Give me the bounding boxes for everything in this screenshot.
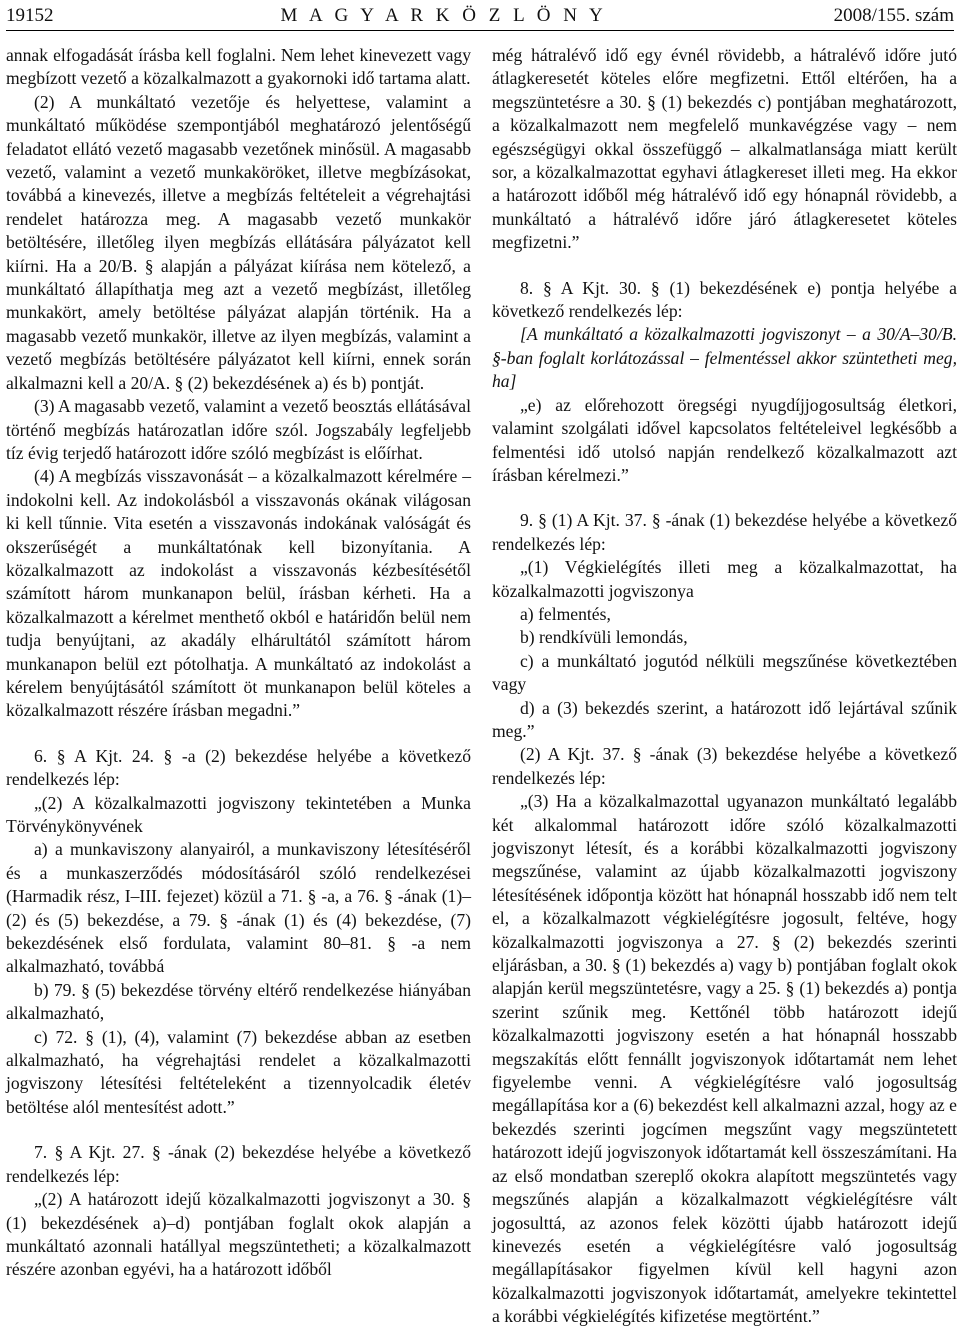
paragraph: „(1) Végkielégítés illeti meg a közalkalmazottat, ha közalkalmazotti jogviszonya xyxy=(492,557,957,601)
section-heading: 8. § A Kjt. 30. § (1) bekezdésének e) pontja helyébe a következő rendelkezés lép: xyxy=(492,277,957,322)
paragraph: „(3) Ha a közalkalmazottal ugyanazon munkáltató legalább két alkalommal határozott időre szóló közalkalmazotti jogviszonyt létesít, és a korábbi közalkalmazotti jogviszony megszűnése, valamint az újabb közalkalmazotti jogviszony létesítésének időpontja között hat hónapnál hosszabb idő nem telt el, a közalkalmazott végkielégítésre jogosult, feltéve, hogy közalkalmazotti jogviszonya a 27. § (2) bekezdés szerinti eljárásban, a 30. § (1) bekezdés a) vagy b) pontjában foglalt okok alapján kerül megszüntetésre, vagy a 25. § (1) bekezdés a) pontja szerint szűnik meg. Kettőnél több határozott idejű közalkalmazotti jogviszony esetén a hat hónapnál hosszabb megszakítás előtt fennállt jogviszonyok időtartamát nem lehet figyelembe venni. A végkielégítésre való jogosultság megállapítása kor a (6) bekezdést kell alkalmazni azzal, hogy az e bekezdés szerinti jogcímen megszűnt vagy megszüntetett határozott idejű jogviszonyok időtartamát kell összeszámítani. Ha az első mondatban szereplő okokra alapított megszüntetés vagy megszűnés alapján a közalkalmazott végkielégítésre vált jogosulttá, az azonos felek közötti újabb határozott idejű kinevezés esetén a végkielégítésre való jogosultság megállapításakor figyelmen kívül kell hagyni azon közalkalmazotti jogviszonyok időtartamát, amelyekre tekintettel a korábbi végkielégítés kifizetése megtörtént.” xyxy=(492,791,957,1327)
list-item: c) a munkáltató jogutód nélküli megszűnése következtében vagy xyxy=(492,650,957,695)
list-item: a) felmentés, xyxy=(520,603,611,624)
list-item: a) a munkaviszony alanyairól, a munkaviszony létesítéséről és a munkaszerződés módosításáról szóló rendelkezései (Harmadik rész, I–III. fejezet) közül a 71. § -a, a 76. § -ának (1)–(2) és (5) bekezdése, a 79. § -ának (1) és (4) bekezdése, (7) bekezdésének első fordulata, valamint 80–81. § -a nem alkalmazható, továbbá xyxy=(6,839,471,977)
paragraph: „e) az előrehozott öregségi nyugdíjjogosultság életkori, valamint szolgálati idővel kapcsolatos feltételeivel legkésőbb a felmentési idő utolsó napján rendelkező közalkalmazott azt írásban kérelmezi.” xyxy=(492,394,957,485)
paragraph: még hátralévő idő egy évnél rövidebb, a hátralévő időre jutó átlagkeresetét köteles előre megfizetni. Ettől eltérően, ha a megszüntetésre a 30. § (1) bekezdés c) pontjában meghatározott, a közalkalmazott nem megfelelő munkavégzése vagy – nem egészségügyi okkal összefüggő – alkalmatlansága miatt került sor, a közalkalmazottat egyhavi átlagkereset illeti meg. Ha ekkor a határozott időből még hátralévő idő egy hónapnál rövidebb, a munkáltató a hátralévő időre járó átlagkeresetet köteles megfizetni.” xyxy=(492,45,957,253)
paragraph: (3) A magasabb vezető, valamint a vezető beosztás ellátásával történő megbízás határozatlan időre szól. Jogszabály legfeljebb tíz évig terjedő határozott időre szóló megbízást is előírhat. xyxy=(6,396,471,463)
list-item: c) 72. § (1), (4), valamint (7) bekezdése abban az esetben alkalmazható, ha végrehajtási rendelet a közalkalmazotti jogviszony létesítési feltételeként a tizennyolcadik életév betöltése alól mentesítést adott.” xyxy=(6,1026,471,1117)
paragraph: „(2) A közalkalmazotti jogviszony tekintetében a Munka Törvénykönyvének xyxy=(6,792,471,836)
issue-number: 2008/155. szám xyxy=(833,4,954,26)
section-heading: 9. § (1) A Kjt. 37. § -ának (1) bekezdése helyébe a következő rendelkezés lép: xyxy=(492,510,957,554)
page-header xyxy=(6,0,954,31)
paragraph: [A munkáltató a közalkalmazotti jogviszonyt – a 30/A–30/B. §-ban foglalt korlátozással – felmentéssel akkor szüntetheti meg, ha] xyxy=(492,324,957,392)
paragraph: (2) A munkáltató vezetője és helyettese, valamint a munkáltató működése szempontjából meghatározó jelentőségű feladatot ellátó vezető magasabb vezetőnek minősül. A magasabb vezető, valamint a vezető munkaköröket, illetve megbízásokat, továbbá a kinevezés, illetve a megbízás feltételeit a végrehajtási rendelet határozza meg. A magasabb vezető munkakör betöltésére, illetőleg ilyen megbízás ellátására pályázatot kell kiírni. Ha a 20/B. § alapján a pályázat kiírása nem kötelező, a munkáltató állapíthatja meg azt a vezető megbízást, illetőleg munkakört, amely betöltése pályázat alapján történik. Ha a magasabb vezető munkakör, illetve az ilyen megbízás, valamint a vezető megbízás betöltésére pályázatot kell kiírni, ennek során alkalmazni kell a 20/A. § (2) bekezdésének a) és b) pontját. xyxy=(6,91,471,393)
page-number: 19152 xyxy=(6,4,54,26)
paragraph: (4) A megbízás visszavonását – a közalkalmazott kérelmére – indokolni kell. Az indokolásból a visszavonás okának világosan ki kell tűnnie. Vita esetén a visszavonás indokának valóságát és okszerűségét a munkáltatónak kell bizonyítania. A közalkalmazott az indokolást a visszavonás kézbesítésétől számított három munkanapon belül, írásban kérheti. Ha a közalkalmazott a kérelmet menthető okból e határidőn belül nem tudja benyújtani, az akadály elhárultától számított három munkanapon belül ezt pótolhatja. A munkáltató az indokolást a kérelem benyújtásától számított öt munkanapon belül köteles a közalkalmazott részére írásban megadni.” xyxy=(6,466,471,721)
paragraph: (2) A Kjt. 37. § -ának (3) bekezdése helyébe a következő rendelkezés lép: xyxy=(492,744,957,788)
list-item: b) 79. § (5) bekezdése törvény eltérő rendelkezése hiányában alkalmazható, xyxy=(6,979,471,1024)
paragraph: „(2) A határozott idejű közalkalmazotti jogviszonyt a 30. § (1) bekezdésének a)–d) pontjában foglalt okok alapján a munkáltató azonnali hatállyal megszüntetheti; a közalkalmazott részére azonban egyévi, ha a határozott időből xyxy=(6,1189,471,1280)
list-item: b) rendkívüli lemondás, xyxy=(520,627,688,648)
section-heading: 6. § A Kjt. 24. § -a (2) bekezdése helyébe a következő rendelkezés lép: xyxy=(6,745,471,790)
journal-title: M A G Y A R K Ö Z L Ö N Y xyxy=(280,4,607,26)
paragraph: annak elfogadását írásba kell foglalni. Nem lehet kinevezett vagy megbízott vezető a közalkalmazott a gyakornoki idő tartama alatt. xyxy=(6,45,471,89)
right-column xyxy=(492,44,957,1329)
left-column xyxy=(6,44,471,1282)
section-heading: 7. § A Kjt. 27. § -ának (2) bekezdése helyébe a következő rendelkezés lép: xyxy=(6,1142,471,1186)
list-item: d) a (3) bekezdés szerint, a határozott idő lejártával szűnik meg.” xyxy=(492,697,957,741)
